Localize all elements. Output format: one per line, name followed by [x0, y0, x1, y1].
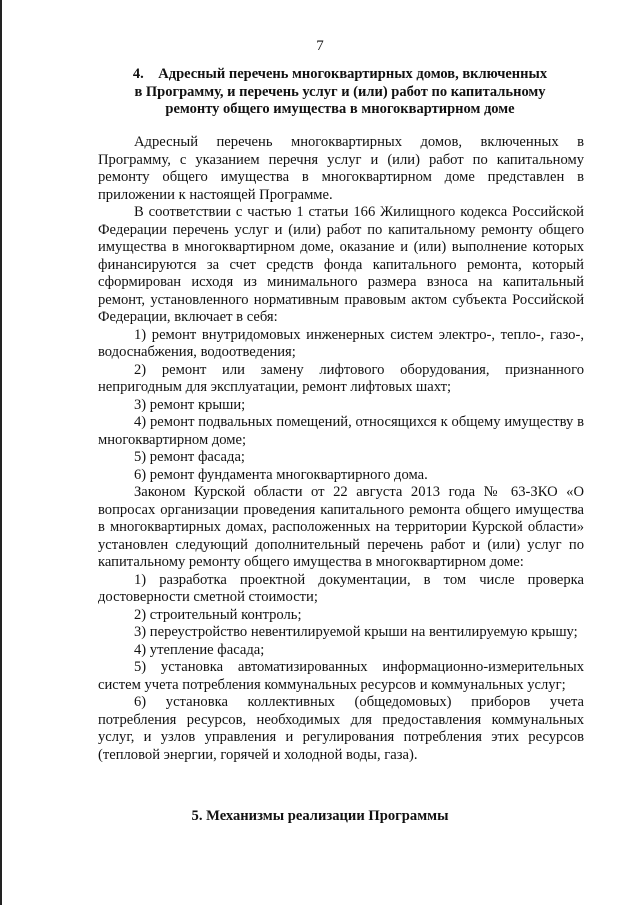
section-4-heading-line-1	[100, 66, 580, 84]
paragraph: В соответствии с частью 1 статьи 166 Жилищного кодекса Российской Федерации перечень услуг и (или) работ по капитальному ремонту общего имущества в многоквартирном доме, оказание и (или) выполнение которых финансируются за счет средств фонда капитального ремонта, который сформирован исходя из минимального размера взноса на капитальный ремонт, установленного нормативным правовым актом субъекта Российской Федерации, включает в себя:	[98, 204, 584, 325]
scan-edge	[0, 0, 2, 905]
page-number: 7	[316, 38, 324, 54]
list-item: 3) переустройство невентилируемой крыши на вентилируемую крышу;	[134, 624, 578, 640]
list-item: 3) ремонт крыши;	[134, 396, 246, 413]
list-item: 6) установка коллективных (общедомовых) приборов учета потребления ресурсов, необходимых для предоставления коммунальных услуг, и узлов управления и регулирования потребления этих ресурсов (тепловой энергии, горячей и холодной воды, газа).	[98, 694, 584, 763]
list-item: 4) утепление фасада;	[134, 641, 265, 658]
section-5-heading: 5. Механизмы реализации Программы	[191, 808, 449, 824]
section-4-title-line: ремонту общего имущества в многоквартирном доме	[165, 101, 515, 117]
list-item: 1) ремонт внутридомовых инженерных систем электро-, тепло-, газо-, водоснабжения, водоотведения;	[98, 326, 584, 360]
section-4-title-line: в Программу, и перечень услуг и (или) работ по капитальному	[134, 83, 546, 100]
document-body	[98, 134, 584, 764]
list-item: 6) ремонт фундамента многоквартирного дома.	[134, 466, 428, 483]
list-item: 4) ремонт подвальных помещений, относящихся к общему имуществу в многоквартирном доме;	[98, 414, 584, 448]
list-item: 1) разработка проектной документации, в том числе проверка достоверности сметной стоимости;	[98, 571, 584, 605]
paragraph: Законом Курской области от 22 августа 2013 года № 63-ЗКО «О вопросах организации проведения капитального ремонта общего имущества в многоквартирных домах, расположенных на территории Курской области» установлен следующий дополнительный перечень работ и (или) услуг по капитальному ремонту общего имущества в многоквартирном доме:	[98, 484, 584, 570]
section-4-title-line: Адресный перечень многоквартирных домов, включенных	[158, 66, 548, 82]
list-item: 2) строительный контроль;	[134, 606, 302, 623]
paragraph: Адресный перечень многоквартирных домов, включенных в Программу, с указанием перечня услуг и (или) работ по капитальному ремонту общего имущества в многоквартирном доме представлен в приложении к настоящей Программе.	[98, 134, 584, 203]
list-item: 5) установка автоматизированных информационно-измерительных систем учета потребления коммунальных ресурсов и коммунальных услуг;	[98, 659, 584, 693]
list-item: 2) ремонт или замену лифтового оборудования, признанного непригодным для эксплуатации, ремонт лифтовых шахт;	[98, 361, 584, 395]
section-4-heading	[100, 66, 580, 119]
section-4-number: 4.	[132, 66, 144, 82]
list-item: 5) ремонт фасада;	[134, 449, 245, 465]
